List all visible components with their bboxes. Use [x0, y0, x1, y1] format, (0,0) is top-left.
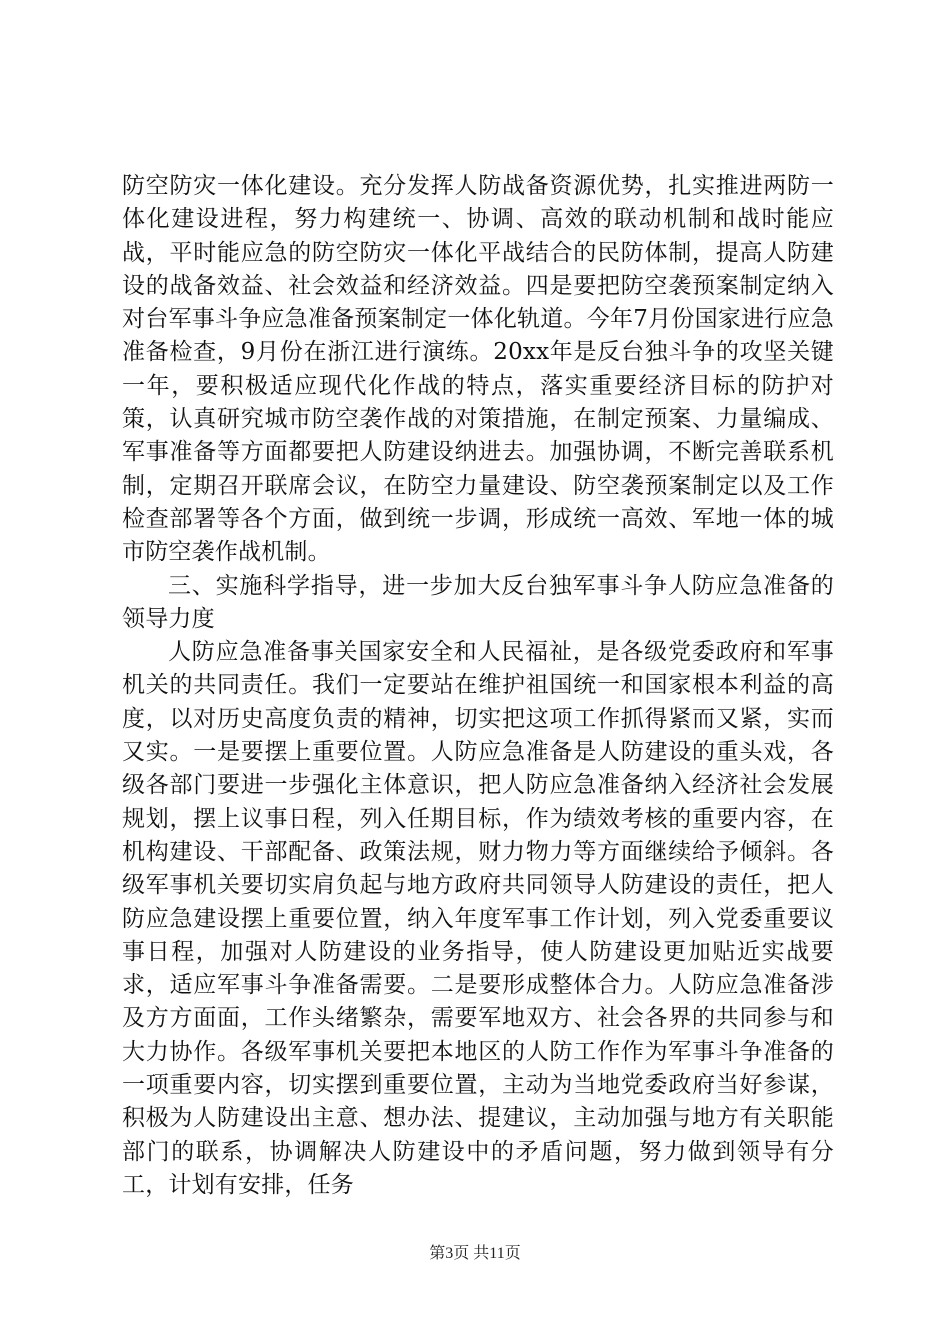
paragraph-continuation: 防空防灾一体化建设。充分发挥人防战备资源优势，扎实推进两防一体化建设进程，努力构建统一、协调、高效的联动机制和战时能应战，平时能应急的防空防灾一体化平战结合的民防体制，提高人防建设的战备效益、社会效益和经济效益。四是要把防空袭预案制定纳入对台军事斗争应急准备预案制定一体化轨道。今年7月份国家进行应急准备检查，9月份在浙江进行演练。20xx年是反台独斗争的攻坚关键一年，要积极适应现代化作战的特点，落实重要经济目标的防护对策，认真研究城市防空袭作战的对策措施，在制定预案、力量编成、军事准备等方面都要把人防建设纳进去。加强协调，不断完善联系机制，定期召开联席会议，在防空力量建设、防空袭预案制定以及工作检查部署等各个方面，做到统一步调，形成统一高效、军地一体的城市防空袭作战机制。 — [122, 173, 834, 566]
section-heading-three: 三、实施科学指导，进一步加大反台独军事斗争人防应急准备的领导力度 — [122, 572, 834, 632]
document-body — [122, 170, 834, 1202]
paragraph-body: 人防应急准备事关国家安全和人民福祉，是各级党委政府和军事机关的共同责任。我们一定要站在维护祖国统一和国家根本利益的高度，以对历史高度负责的精神，切实把这项工作抓得紧而又紧，实而又实。一是要摆上重要位置。人防应急准备是人防建设的重头戏，各级各部门要进一步强化主体意识，把人防应急准备纳入经济社会发展规划，摆上议事日程，列入任期目标，作为绩效考核的重要内容，在机构建设、干部配备、政策法规，财力物力等方面继续给予倾斜。各级军事机关要切实肩负起与地方政府共同领导人防建设的责任，把人防应急建设摆上重要位置，纳入年度军事工作计划，列入党委重要议事日程，加强对人防建设的业务指导，使人防建设更加贴近实战要求，适应军事斗争准备需要。二是要形成整体合力。人防应急准备涉及方方面面，工作头绪繁杂，需要军地双方、社会各界的共同参与和大力协作。各级军事机关要把本地区的人防工作作为军事斗争准备的一项重要内容，切实摆到重要位置，主动为当地党委政府当好参谋，积极为人防建设出主意、想办法、提建议，主动加强与地方有关职能部门的联系，协调解决人防建设中的矛盾问题，努力做到领导有分工，计划有安排，任务 — [122, 639, 834, 1198]
page-number-footer: 第3页 共11页 — [429, 1245, 521, 1262]
